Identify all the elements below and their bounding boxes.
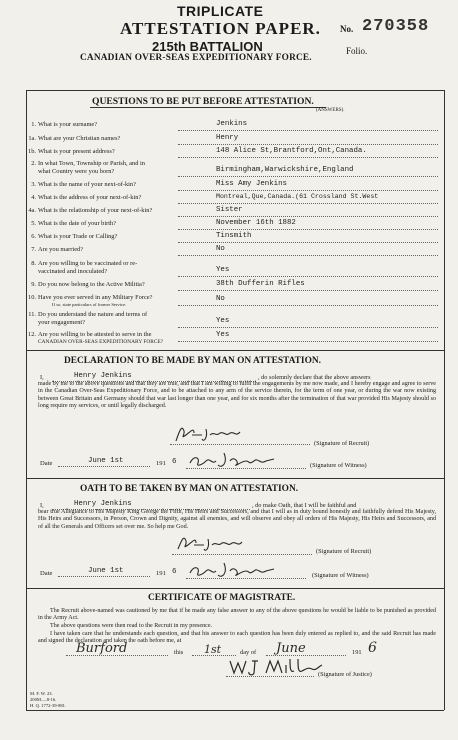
q3-number: 3.	[31, 181, 36, 188]
q5-answer: November 16th 1882	[216, 219, 296, 227]
q1a-number: 1a.	[28, 135, 36, 142]
declaration-title: DECLARATION TO BE MADE BY MAN ON ATTESTATION.	[64, 356, 321, 366]
declaration-recruit-sig-label: (Signature of Recruit)	[314, 440, 370, 447]
certificate-year-prefix: 191	[352, 649, 362, 656]
q12-number: 12.	[28, 331, 36, 338]
certificate-place: Burford	[76, 641, 128, 656]
q3-question: What is the name of your next-of-kin?	[38, 181, 136, 188]
oath-name: Henry Jenkins	[74, 500, 132, 508]
q2-number: 2.	[31, 160, 36, 167]
q4-question: What is the address of your next-of-kin?	[38, 194, 142, 201]
oath-witness-sig-label: (Signature of Witness)	[312, 572, 369, 579]
q12-question: Are you willing to be attested to serve in the	[38, 331, 152, 338]
oath-year-digit: 6	[172, 568, 177, 576]
q2-question: In what Town, Township or Parish, and in	[38, 160, 145, 167]
q8-question-line2: vaccinated and inoculated?	[38, 268, 108, 275]
q1b-question: What is your present address?	[38, 148, 115, 155]
q1a-question: What are your Christian names?	[38, 135, 121, 142]
q3-answer: Miss Amy Jenkins	[216, 180, 287, 188]
force-subtitle: CANADIAN OVER-SEAS EXPEDITIONARY FORCE.	[80, 53, 312, 63]
hq-reference: H. Q. 1772-39-881.	[30, 703, 67, 708]
certificate-justice-sig-label: (Signature of Justice)	[318, 671, 372, 678]
declaration-year-digit: 6	[172, 458, 177, 466]
answers-label: (ANSWERS).	[316, 108, 345, 113]
declaration-body: made by me to the above questions and that they are true, and that I am willing to fulfil the engagements by me now made, and I hereby engage and agree to serve in the Canadian Over-Seas Expeditionary Force, and to be attached to any arm of the service therein, for the term of one year, or during the war now existing between Great Britain and Germany should that war last longer than one year, and for six months after the termination of that war provided His Majesty should so long require my services, or until legally discharged.	[38, 381, 436, 409]
q7-answer: No	[216, 245, 225, 253]
regimental-number: 270358	[362, 17, 430, 36]
q9-question: Do you now belong to the Active Militia?	[38, 281, 145, 288]
q4a-question: What is the relationship of your next-of-kin?	[38, 207, 153, 214]
number-label: No.	[340, 24, 354, 34]
q11-question-line2: your engagement?	[38, 319, 86, 326]
certificate-day: 1st	[204, 643, 222, 656]
oath-body: bear true Allegiance to His Majesty King George the Fifth, His Heirs and Successors, and that I will as in duty bound honestly and faithfully defend His Majesty, His Heirs and Successors, in Person, Crown and Dignity, against all enemies, and will observe and obey all orders of His Majesty, His Heirs and Successors, and of all the Generals and Officers set over me. So help me God.	[38, 509, 436, 530]
q6-question: What is your Trade or Calling?	[38, 233, 118, 240]
print-run: 200M.—8-16.	[30, 697, 57, 702]
q7-number: 7.	[31, 246, 36, 253]
declaration-witness-signature	[188, 449, 278, 474]
q9-answer: 38th Dufferin Rifles	[216, 280, 305, 288]
oath-line1: , do make Oath, that I will be faithful and	[252, 502, 357, 509]
q7-question: Are you married?	[38, 246, 84, 253]
declaration-name: Henry Jenkins	[74, 372, 132, 380]
q4-number: 4.	[31, 194, 36, 201]
declaration-line1: , do solemnly declare that the above answers	[258, 374, 371, 381]
q8-answer: Yes	[216, 266, 230, 274]
q2-question-line2: what Country were you born?	[38, 168, 115, 175]
q10-answer: No	[216, 295, 225, 303]
q1b-number: 1b.	[28, 148, 36, 155]
oath-title: OATH TO BE TAKEN BY MAN ON ATTESTATION.	[80, 484, 299, 494]
q11-answer: Yes	[216, 317, 230, 325]
folio-label: Folio.	[346, 46, 368, 56]
q4a-answer: Sister	[216, 206, 243, 214]
q10-question-line2: If so, state particulars of former Service.	[52, 302, 127, 307]
certificate-paragraph-2: The above questions were then read to the Recruit in my presence.	[50, 623, 213, 629]
q5-number: 5.	[31, 220, 36, 227]
q12-question-line2: CANADIAN OVER-SEAS EXPEDITIONARY FORCE?	[38, 339, 164, 345]
certificate-paragraph-1: The Recruit above-named was cautioned by me that if he made any false answer to any of the above questions he would be liable to be punished as provided in the Army Act.	[38, 608, 436, 622]
certificate-justice-signature	[228, 655, 324, 682]
oath-recruit-sig-label: (Signature of Recruit)	[316, 548, 372, 555]
battalion-title: 215th BATTALION	[152, 39, 263, 54]
q4-answer: Montreal,Que,Canada.(61 Crossland St.West	[216, 193, 379, 200]
q9-number: 9.	[31, 281, 36, 288]
q1-answer: Jenkins	[216, 120, 248, 128]
certificate-day-of-label: day of	[240, 649, 257, 656]
q1-number: 1.	[31, 121, 36, 128]
certificate-this-label: this	[174, 649, 184, 656]
q1a-answer: Henry	[216, 134, 239, 142]
q12-answer: Yes	[216, 331, 230, 339]
q4a-number: 4a.	[28, 207, 36, 214]
q11-question: Do you understand the nature and terms of	[38, 311, 148, 318]
certificate-paragraph-3: I have taken care that he understands each question, and that his answer to each question has been duly entered as replied to, and the said Recruit has made and signed the declaration and taken the oath before me, at	[38, 631, 436, 645]
declaration-date-label: Date	[40, 460, 53, 467]
q5-question: What is the date of your birth?	[38, 220, 117, 227]
q6-number: 6.	[31, 233, 36, 240]
certificate-year-digit: 6	[368, 640, 377, 656]
copy-label: TRIPLICATE	[177, 3, 264, 19]
certificate-month: June	[276, 641, 306, 656]
q1-question: What is your surname?	[38, 121, 98, 128]
oath-date-label: Date	[40, 570, 53, 577]
q10-number: 10.	[28, 294, 36, 301]
q11-number: 11.	[28, 311, 36, 318]
declaration-recruit-signature	[172, 423, 246, 450]
oath-intro: I,	[40, 502, 44, 509]
oath-date-value: June 1st	[88, 567, 124, 575]
q2-answer: Birmingham,Warwickshire,England	[216, 166, 354, 174]
declaration-witness-sig-label: (Signature of Witness)	[310, 462, 367, 469]
q10-question: Have you ever served in any Military Force?	[38, 294, 153, 301]
certificate-title: CERTIFICATE OF MAGISTRATE.	[148, 593, 296, 603]
oath-year-prefix: 191	[156, 570, 166, 577]
document-title: ATTESTATION PAPER.	[120, 19, 321, 38]
declaration-intro: I,	[40, 374, 44, 381]
q8-number: 8.	[31, 260, 36, 267]
questions-title: QUESTIONS TO BE PUT BEFORE ATTESTATION.	[92, 96, 314, 107]
declaration-date-value: June 1st	[88, 457, 124, 465]
q1b-answer: 148 Alice St,Brantford,Ont,Canada.	[216, 147, 367, 155]
declaration-year-prefix: 191	[156, 460, 166, 467]
form-code: M. F. W. 23.	[30, 691, 53, 696]
q8-question: Are you willing to be vaccinated or re-	[38, 260, 138, 267]
q6-answer: Tinsmith	[216, 232, 252, 240]
oath-witness-signature	[188, 559, 278, 584]
